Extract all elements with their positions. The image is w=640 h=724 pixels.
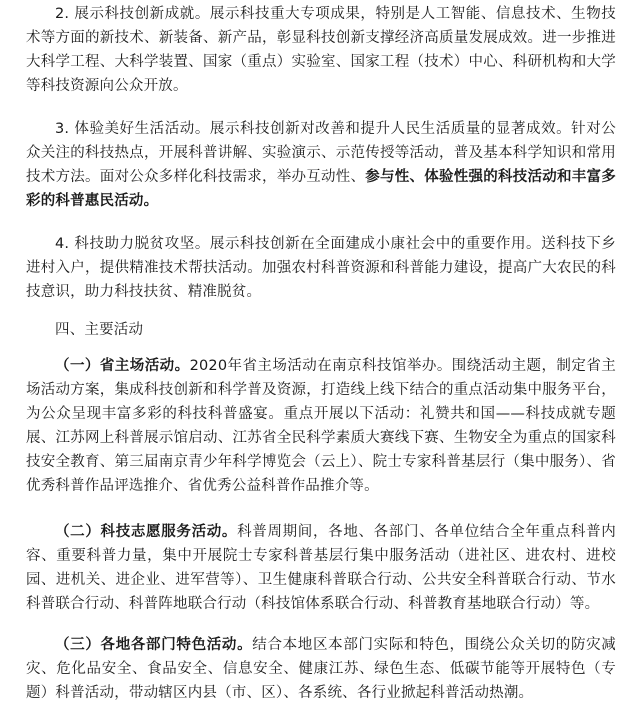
activity-body: 2020年省主场活动在南京科技馆举办。围绕活动主题，制定省主场活动方案，集成科技创新和科学普及资源，打造线上线下结合的重点活动集中服务平台，为公众呈现丰富多彩的科技科普盛宴。重点开展以下活动：礼赞共和国——科技成就专题展、江苏网上科普展示馆启动、江苏省全民科学素质大赛线下赛、生物安全为重点的国家科技安全教育、第三届南京青少年科学博览会（云上）、院士专家科普基层行（集中服务）、省优秀科普作品评选推介、省优秀公益科普作品推介等。 [26,358,616,494]
paragraph-poverty-alleviation [26,232,616,304]
activity-body: 科普周期间，各地、各部门、各单位结合全年重点科普内容、重要科普力量，集中开展院士专家科普基层行集中服务活动（进社区、进农村、进校园、进机关、进企业、进军营等）、卫生健康科普联合行动、公共安全科普联合行动、节水科普联合行动、科普阵地联合行动（科技馆体系联合行动、科普教育基地联合行动）等。 [26,524,617,612]
paragraph-text: 2. 展示科技创新成就。展示科技重大专项成果，特别是人工智能、信息技术、生物技术等方面的新技术、新装备、新产品，彰显科技创新支撑经济高质量发展成效。进一步推进大科学工程、大科学装置、国家（重点）实验室、国家工程（技术）中心、科研机构和大学等科技资源向公众开放。 [26,6,616,94]
activity-title: （二）科技志愿服务活动。 [55,524,238,540]
paragraph-text: 3. 体验美好生活活动。展示科技创新对改善和提升人民生活质量的显著成效。针对公众关注的科技热点，开展科普讲解、实验演示、示范传授等活动，普及基本科学知识和常用技术方法。面对公众多样化科技需求，举办互动性、 [26,121,616,185]
paragraph-text: 4. 科技助力脱贫攻坚。展示科技创新在全面建成小康社会中的重要作用。送科技下乡进村入户，提供精准技术帮扶活动。加强农村科普资源和科普能力建设，提高广大农民的科技意识，助力科技扶贫、精准脱贫。 [26,236,616,300]
activity-volunteer-service [26,520,616,616]
activity-department-feature [26,633,616,705]
paragraph-showcase-innovation [26,2,616,98]
activity-body: 结合本地区本部门实际和特色，围绕公众关切的防灾减灾、危化品安全、食品安全、信息安全、健康江苏、绿色生态、低碳节能等开展特色（专题）科普活动，带动辖区内县（市、区）、各系统、各行业掀起科普活动热潮。 [26,637,616,701]
activity-title: （三）各地各部门特色活动。 [55,637,253,653]
paragraph-bold-text: 参与性、体验性强的科技活动和丰富多彩的科普惠民活动。 [26,169,616,209]
activity-title: （一）省主场活动。 [55,358,190,374]
activity-provincial-main-event [26,354,616,498]
section-heading: 四、主要活动 [55,322,144,338]
paragraph-better-life [26,117,616,213]
